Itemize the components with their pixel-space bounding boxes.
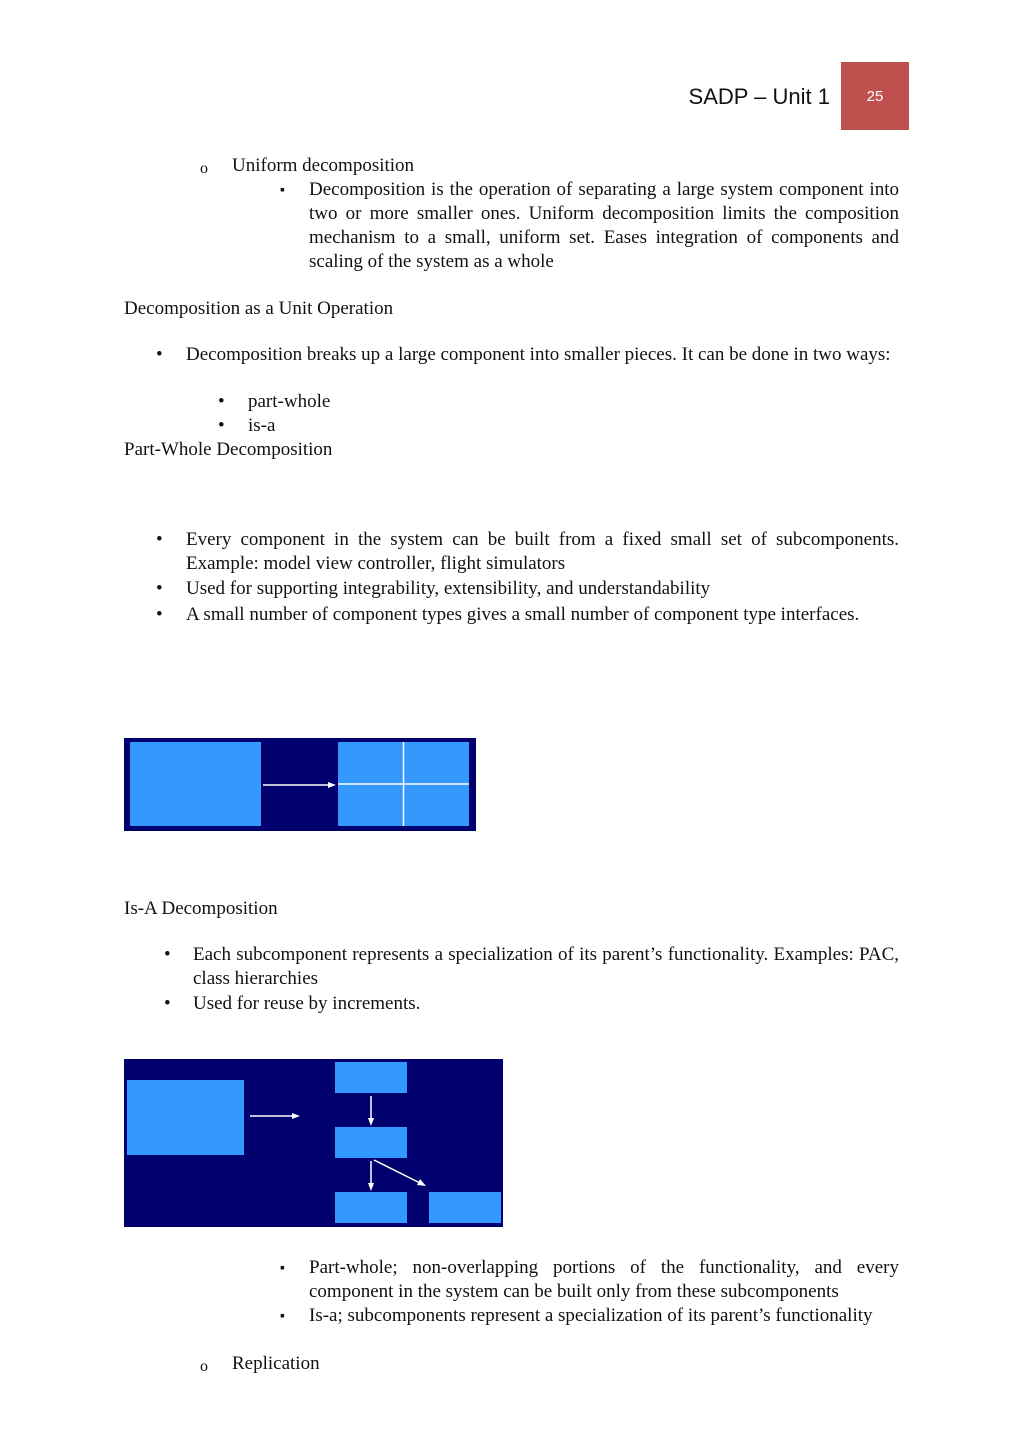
- page-number-badge: [841, 62, 909, 130]
- summary-item: Part-whole; non-overlapping portions of the functionality, and every component in the system can be built only from these subcomponents: [309, 1257, 899, 1302]
- part-whole-bullet: Used for supporting integrability, extensibility, and understandability: [186, 578, 711, 599]
- is-a-diagram: [124, 1059, 503, 1227]
- bullet-icon: •: [164, 944, 171, 965]
- bullet-icon: •: [218, 415, 225, 436]
- part-whole-diagram: [124, 738, 476, 831]
- bullet-icon: •: [218, 391, 225, 412]
- is-a-heading: Is-A Decomposition: [124, 898, 278, 919]
- square-bullet-icon: ▪: [280, 1261, 285, 1276]
- is-a-bullet: Each subcomponent represents a specialization of its parent’s functionality. Examples: PAC, class hierarchies: [193, 944, 899, 989]
- leaf-class-box: [335, 1192, 407, 1223]
- subclass-box: [335, 1127, 407, 1158]
- bullet-icon: •: [156, 529, 163, 550]
- part-whole-bullet: Every component in the system can be built from a fixed small set of subcomponents. Example: model view controller, flight simulators: [186, 529, 899, 574]
- base-class-box: [335, 1062, 407, 1093]
- square-bullet-icon: ▪: [280, 1309, 285, 1324]
- summary-item: Is-a; subcomponents represent a specialization of its parent’s functionality: [309, 1305, 873, 1326]
- whole-component-box: [130, 742, 261, 826]
- unit-operation-heading: Decomposition as a Unit Operation: [124, 298, 394, 319]
- part-whole-bullet: A small number of component types gives a small number of component type interfaces.: [186, 604, 860, 625]
- parent-component-box: [127, 1080, 244, 1155]
- leaf-class-box: [429, 1192, 501, 1223]
- page-number: 25: [866, 88, 884, 105]
- document-title: SADP – Unit 1: [688, 84, 830, 109]
- bullet-icon: •: [156, 344, 163, 365]
- part-whole-heading: Part-Whole Decomposition: [124, 439, 333, 460]
- is-a-bullet: Used for reuse by increments.: [193, 993, 421, 1014]
- bullet-icon: •: [164, 993, 171, 1014]
- square-bullet-icon: ▪: [280, 183, 285, 198]
- unit-operation-intro: Decomposition breaks up a large component into smaller pieces. It can be done in two ways:: [186, 344, 891, 365]
- uniform-heading: Uniform decomposition: [232, 155, 415, 176]
- replication-heading: Replication: [232, 1353, 320, 1374]
- bullet-icon: •: [156, 578, 163, 599]
- circle-bullet-icon: o: [200, 160, 208, 177]
- uniform-description: Decomposition is the operation of separating a large system component into two or more smaller ones. Uniform decomposition limits the composition mechanism to a small, uniform set. Eases integration of components and scaling of the system as a whole: [309, 179, 899, 272]
- circle-bullet-icon: o: [200, 1358, 208, 1375]
- way-item: part-whole: [248, 391, 331, 412]
- way-item: is-a: [248, 415, 276, 436]
- bullet-icon: •: [156, 604, 163, 625]
